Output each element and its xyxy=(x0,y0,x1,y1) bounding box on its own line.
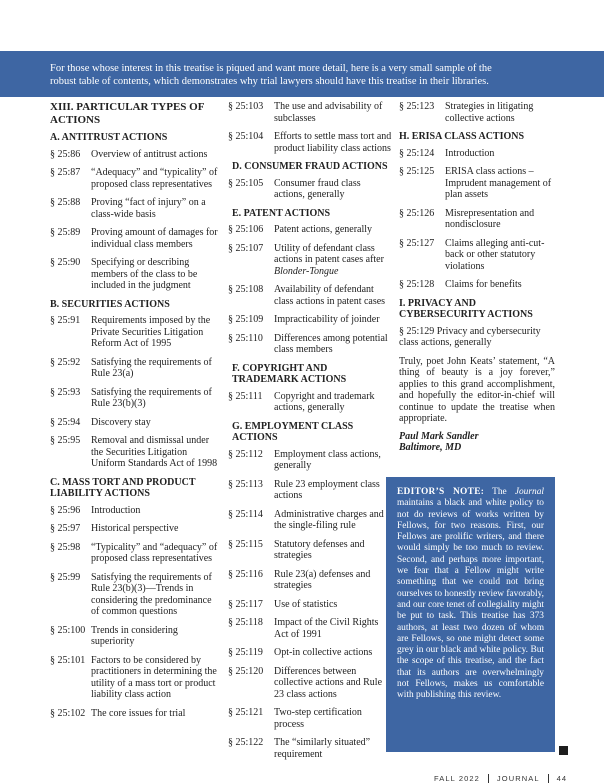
footer-issue: FALL 2022 xyxy=(434,774,480,783)
section-text: The use and advisability of subclasses xyxy=(274,101,383,124)
toc-entry xyxy=(228,284,392,307)
section-number: § 25:119 xyxy=(228,647,263,658)
section-title-consumer-fraud: D. CONSUMER FRAUD ACTIONS xyxy=(232,161,388,172)
toc-column-2 xyxy=(228,101,392,767)
toc-entry xyxy=(228,737,392,760)
section-number: § 25:124 xyxy=(399,147,435,159)
section-text: Claims for benefits xyxy=(445,279,522,290)
journal-title: Journal xyxy=(514,487,544,497)
toc-entry xyxy=(50,257,220,292)
toc-entry xyxy=(228,314,392,326)
toc-entry xyxy=(399,208,555,231)
toc-entry xyxy=(50,505,220,517)
section-number: § 25:99 xyxy=(50,571,81,583)
section-number: § 25:117 xyxy=(228,598,263,610)
toc-entry xyxy=(50,572,220,618)
section-text: Satisfying the requirements of Rule 23(a) xyxy=(91,356,212,379)
section-number: § 25:97 xyxy=(50,523,81,534)
section-number: § 25:116 xyxy=(228,568,263,580)
page-footer xyxy=(434,774,567,783)
section-text: Proving amount of damages for individual class members xyxy=(91,227,218,250)
section-text: Copyright and trademark actions, generally xyxy=(274,390,375,413)
toc-entry xyxy=(50,167,220,190)
section-number: § 25:102 xyxy=(50,707,86,719)
section-text: Administrative charges and the single-filing rule xyxy=(274,508,384,531)
section-title-securities: B. SECURITIES ACTIONS xyxy=(50,298,170,310)
editors-note-body: maintains a black and white policy to not do reviews of works written by Fellows, for two reasons. First, our Fellows are prolific writers, and there would simply be too much to review. Second, and perhaps more important, we fear that a Fellow might write something that we could not bring ourselves to honestly review favorably, and our core tenet of collegiality might be put to task. This treatise has 373 authors, at least two dozen of whom are Fellows, so one might detect some grey in our black and white policy. But the scope of this treatise, and the fact that its authors are overwhelmingly not Fellows, makes us comfortable with publishing this review. xyxy=(397,498,545,701)
section-text: Satisfying the requirements of Rule 23(b)(3)—Trends in considering the predominance of common questions xyxy=(91,571,212,617)
reviewer-name: Paul Mark Sandler xyxy=(399,430,479,442)
editors-note-box xyxy=(386,477,555,752)
section-text: Employment class actions, generally xyxy=(274,448,381,471)
toc-entry xyxy=(228,707,392,730)
section-text: Requirements imposed by the Private Securities Litigation Reform Act of 1995 xyxy=(91,315,211,349)
section-text: Impact of the Civil Rights Act of 1991 xyxy=(274,617,379,640)
section-text: Specifying or describing members of the class to be included in the judgment xyxy=(91,257,198,291)
toc-entry xyxy=(50,542,220,565)
editors-note-label: EDITOR’S NOTE: xyxy=(397,487,485,497)
toc-entry xyxy=(50,625,220,648)
section-text: Efforts to settle mass tort and product liability class actions xyxy=(274,131,392,154)
section-text xyxy=(274,243,392,278)
toc-entry xyxy=(50,387,220,410)
section-number: § 25:89 xyxy=(50,227,81,238)
section-title-privacy: I. PRIVACY AND CYBERSECURITY ACTIONS xyxy=(399,297,533,320)
section-number: § 25:98 xyxy=(50,541,81,553)
toc-entry xyxy=(228,647,392,659)
section-text: Introduction xyxy=(91,504,141,516)
toc-entry xyxy=(228,333,392,356)
section-text: Two-step certification process xyxy=(274,707,362,730)
section-text: Patent actions, generally xyxy=(274,224,373,235)
section-text: Proving “fact of injury” on a class-wide basis xyxy=(91,197,206,220)
toc-column-1 xyxy=(50,101,220,726)
section-title-antitrust: A. ANTITRUST ACTIONS xyxy=(50,132,168,143)
section-text: Rule 23(a) defenses and strategies xyxy=(274,568,371,591)
toc-entry xyxy=(399,148,555,160)
toc-entry xyxy=(50,708,220,720)
section-text: Satisfying the requirements of Rule 23(b)(3) xyxy=(91,386,212,409)
section-number: § 25:87 xyxy=(50,167,81,178)
section-number: § 25:109 xyxy=(228,314,264,325)
section-text: The core issues for trial xyxy=(91,707,186,719)
section-number: § 25:112 xyxy=(228,448,263,460)
case-name: Blonder-Tongue xyxy=(274,265,339,277)
section-text: Discovery stay xyxy=(91,416,151,428)
section-number: § 25:107 xyxy=(228,242,264,254)
section-number: § 25:128 xyxy=(399,279,435,290)
toc-entry xyxy=(399,166,555,201)
toc-entry xyxy=(50,523,220,535)
section-number: § 25:93 xyxy=(50,386,81,398)
closing-paragraph: Truly, poet John Keats’ statement, “A thing of beauty is a joy forever,” applies to this grand accomplishment, and hopefully the editor-in-chief will continue to update the treatise when appropriate. xyxy=(399,355,555,424)
section-text: Introduction xyxy=(445,147,495,159)
section-text: Differences among potential class members xyxy=(274,332,388,355)
section-number: § 25:105 xyxy=(228,177,264,189)
page-number: 44 xyxy=(556,774,568,783)
toc-entry xyxy=(228,101,392,124)
section-text: Strategies in litigating collective actions xyxy=(445,101,534,124)
section-text: Consumer fraud class actions, generally xyxy=(274,177,361,200)
section-text: Trends in considering superiority xyxy=(91,624,178,647)
banner-line-1: For those whose interest in this treatise is piqued and want more detail, here is a very small sample of the xyxy=(50,63,492,74)
section-title-copyright: F. COPYRIGHT AND TRADEMARK ACTIONS xyxy=(232,362,347,385)
toc-entry xyxy=(50,417,220,429)
toc-entry xyxy=(228,599,392,611)
section-text: Factors to be considered by practitioners in determining the utility of a mass tort or product liability class action xyxy=(91,654,217,700)
section-number: § 25:103 xyxy=(228,101,264,112)
editors-note-pre: The xyxy=(484,487,515,497)
end-mark-icon xyxy=(559,746,568,755)
section-number: § 25:110 xyxy=(228,332,263,344)
section-number: § 25:127 xyxy=(399,237,435,249)
section-number: § 25:114 xyxy=(228,508,263,520)
section-text: Removal and dismissal under the Securities Litigation Uniform Standards Act of 1998 xyxy=(91,435,218,469)
section-number: § 25:94 xyxy=(50,416,81,428)
section-title-mass-tort: C. MASS TORT AND PRODUCT LIABILITY ACTIONS xyxy=(50,476,196,499)
toc-entry xyxy=(228,666,392,701)
section-number: § 25:113 xyxy=(228,478,263,490)
section-text-main: Utility of defendant class actions in patent cases after xyxy=(274,242,384,265)
footer-journal: JOURNAL xyxy=(496,774,540,783)
toc-entry xyxy=(228,539,392,562)
section-number: § 25:123 xyxy=(399,101,435,112)
toc-entry xyxy=(50,149,220,161)
footer-divider xyxy=(548,774,549,783)
section-text: Claims alleging anti-cut-back or other statutory violations xyxy=(445,237,545,272)
toc-entry xyxy=(399,238,555,273)
section-text: Overview of antitrust actions xyxy=(91,148,208,160)
section-number: § 25:115 xyxy=(228,538,263,550)
section-number: § 25:108 xyxy=(228,284,264,295)
section-text: Differences between collective actions and Rule 23 class actions xyxy=(274,665,383,700)
section-text: Use of statistics xyxy=(274,598,338,610)
toc-column-3 xyxy=(399,101,555,454)
toc-entry xyxy=(50,227,220,250)
section-text: “Typicality” and “adequacy” of proposed class representatives xyxy=(91,541,218,564)
footer-divider xyxy=(488,774,489,783)
section-number: § 25:91 xyxy=(50,315,81,326)
toc-entry xyxy=(228,178,392,201)
part-heading: XIII. PARTICULAR TYPES OF ACTIONS xyxy=(50,101,205,126)
toc-entry xyxy=(50,357,220,380)
section-title-patent: E. PATENT ACTIONS xyxy=(232,207,331,219)
section-number: § 25:88 xyxy=(50,197,81,208)
section-text: “Adequacy” and “typicality” of proposed class representatives xyxy=(91,167,218,190)
toc-entry xyxy=(228,569,392,592)
toc-entry xyxy=(399,279,555,291)
section-number: § 25:106 xyxy=(228,224,264,235)
section-number: § 25:92 xyxy=(50,356,81,368)
section-number: § 25:96 xyxy=(50,504,81,516)
section-number: § 25:101 xyxy=(50,654,86,666)
toc-entry xyxy=(228,449,392,472)
section-number: § 25:125 xyxy=(399,166,435,177)
toc-entry xyxy=(228,617,392,640)
section-text: Misrepresentation and nondisclosure xyxy=(445,207,535,230)
section-text: Impracticability of joinder xyxy=(274,314,380,325)
toc-entry xyxy=(50,197,220,220)
toc-entry xyxy=(228,509,392,532)
section-number: § 25:118 xyxy=(228,617,263,628)
toc-entry xyxy=(228,243,392,278)
reviewer-location: Baltimore, MD xyxy=(399,442,462,453)
section-number: § 25:126 xyxy=(399,207,435,219)
banner-line-2: robust table of contents, which demonstrates why trial lawyers should have this treatise in their libraries. xyxy=(50,76,489,87)
section-number: § 25:90 xyxy=(50,257,81,268)
section-text: Historical perspective xyxy=(91,523,179,534)
section-text: Availability of defendant class actions in patent cases xyxy=(274,284,386,307)
section-text: Opt-in collective actions xyxy=(274,647,373,658)
section-text: The “similarly situated” requirement xyxy=(274,737,371,760)
section-number: § 25:86 xyxy=(50,148,81,160)
toc-entry xyxy=(399,101,555,124)
toc-entry xyxy=(228,224,392,236)
section-text: Rule 23 employment class actions xyxy=(274,478,380,501)
toc-entry xyxy=(228,479,392,502)
section-title-employment: G. EMPLOYMENT CLASS ACTIONS xyxy=(232,420,354,443)
toc-entry xyxy=(50,435,220,470)
toc-entry xyxy=(50,315,220,350)
section-number: § 25:120 xyxy=(228,665,264,677)
toc-entry xyxy=(228,131,392,154)
section-title-erisa: H. ERISA CLASS ACTIONS xyxy=(399,131,525,142)
section-number: § 25:100 xyxy=(50,624,86,636)
section-number: § 25:95 xyxy=(50,435,81,446)
section-number: § 25:104 xyxy=(228,131,264,142)
toc-entry xyxy=(50,655,220,701)
section-text: Statutory defenses and strategies xyxy=(274,538,365,561)
section-number: § 25:121 xyxy=(228,707,264,718)
intro-banner xyxy=(0,51,604,97)
section-number: § 25:111 xyxy=(228,390,263,402)
section-text: ERISA class actions – Imprudent management of plan assets xyxy=(445,166,552,200)
toc-entry xyxy=(228,391,392,414)
section-number: § 25:122 xyxy=(228,737,264,748)
toc-entry-privacy: § 25:129 Privacy and cybersecurity class actions, generally xyxy=(399,325,541,348)
